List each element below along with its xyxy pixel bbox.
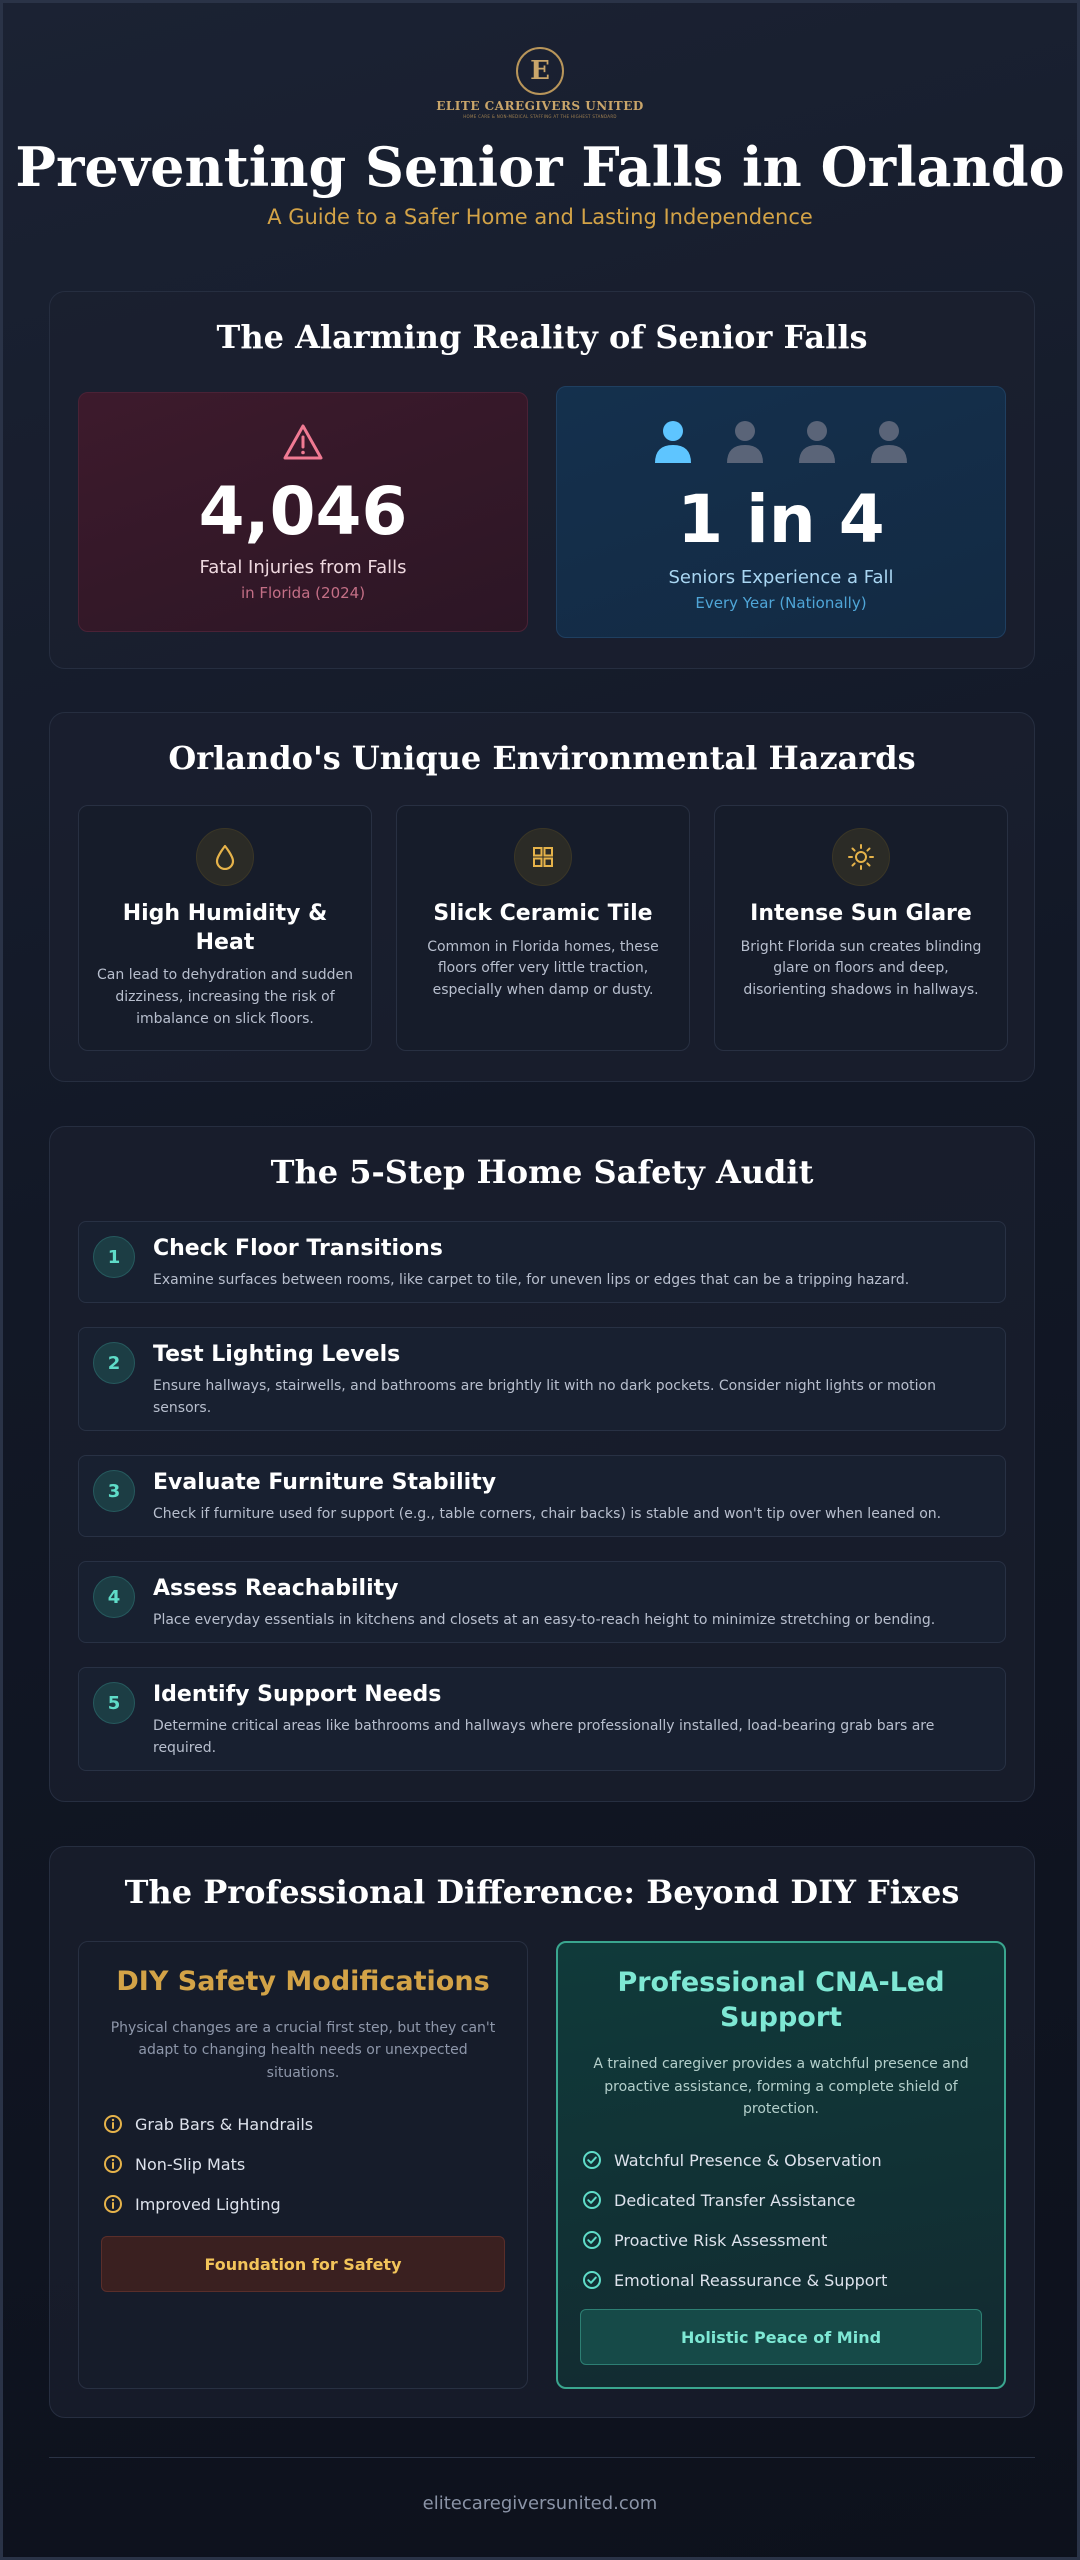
diy-item-label: Grab Bars & Handrails <box>135 2114 314 2134</box>
step-desc: Ensure hallways, stairwells, and bathrooms are brightly lit with no dark pockets. Consider night lights or motion sensors. <box>153 1378 936 1416</box>
check-circle-icon <box>582 2270 602 2290</box>
hazard-title: High Humidity & Heat <box>122 901 328 955</box>
stat-card-one-in-four <box>556 386 1006 638</box>
reality-section <box>49 291 1035 669</box>
sun-icon <box>847 843 875 871</box>
list-item <box>582 2140 980 2180</box>
list-item <box>582 2220 980 2260</box>
brand-logo <box>3 47 1077 119</box>
diy-title: DIY Safety Modifications <box>116 1966 490 1997</box>
audit-step <box>78 1667 1006 1771</box>
brand-monogram: E <box>516 47 564 95</box>
page-subtitle: A Guide to a Safer Home and Lasting Independence <box>267 205 813 229</box>
audit-step <box>78 1327 1006 1431</box>
stat-label-ratio: Seniors Experience a Fall <box>668 567 894 588</box>
hazards-title: Orlando's Unique Environmental Hazards <box>168 739 916 777</box>
pro-title: Professional CNA-Led Support <box>617 1967 945 2034</box>
step-desc: Place everyday essentials in kitchens and closets at an easy-to-reach height to minimize stretching or bending. <box>153 1612 936 1628</box>
reality-title: The Alarming Reality of Senior Falls <box>216 318 868 356</box>
step-title: Test Lighting Levels <box>153 1342 401 1367</box>
check-circle-icon <box>582 2230 602 2250</box>
stat-label-fatal: Fatal Injuries from Falls <box>199 557 407 578</box>
stat-sub-ratio: Every Year (Nationally) <box>695 594 867 612</box>
pro-item-label: Watchful Presence & Observation <box>614 2150 882 2170</box>
stat-value-ratio: 1 in 4 <box>677 481 885 558</box>
list-item <box>582 2180 980 2220</box>
audit-title: The 5-Step Home Safety Audit <box>270 1153 814 1191</box>
pro-item-label: Dedicated Transfer Assistance <box>614 2190 856 2210</box>
hazard-desc: Can lead to dehydration and sudden dizziness, increasing the risk of imbalance on slick floors. <box>97 967 353 1027</box>
step-desc: Examine surfaces between rooms, like carpet to tile, for uneven lips or edges that can be a tripping hazard. <box>153 1272 910 1288</box>
hazard-desc: Bright Florida sun creates blinding glare on floors and deep, disorienting shadows in hallways. <box>740 938 982 998</box>
step-number: 4 <box>93 1576 135 1618</box>
people-icons <box>557 419 1005 463</box>
tile-grid-icon <box>531 845 555 869</box>
holistic-peace-of-mind-badge: Holistic Peace of Mind <box>580 2309 982 2365</box>
check-circle-icon <box>582 2150 602 2170</box>
info-circle-icon <box>103 2194 123 2214</box>
diy-card <box>78 1941 528 2389</box>
audit-step <box>78 1561 1006 1643</box>
pro-card <box>556 1941 1006 2389</box>
step-title: Check Floor Transitions <box>153 1236 443 1261</box>
list-item <box>103 2104 503 2144</box>
person-icon <box>725 419 765 463</box>
hazard-title: Slick Ceramic Tile <box>433 901 653 926</box>
water-drop-icon <box>213 844 237 870</box>
step-title: Identify Support Needs <box>153 1682 442 1707</box>
hazard-icon-wrap <box>196 828 254 886</box>
diy-item-label: Non-Slip Mats <box>135 2154 246 2174</box>
hazard-card-humidity <box>78 805 372 1051</box>
hazard-card-tile <box>396 805 690 1051</box>
hazards-section <box>49 712 1035 1082</box>
step-number: 2 <box>93 1342 135 1384</box>
diy-list <box>79 2104 527 2224</box>
stat-value-fatal: 4,046 <box>198 473 408 550</box>
person-icon <box>869 419 909 463</box>
person-icon-highlighted <box>653 419 693 463</box>
compare-section <box>49 1846 1035 2418</box>
footer-url[interactable]: elitecaregiversunited.com <box>422 2493 658 2514</box>
footer-divider <box>49 2457 1035 2458</box>
diy-item-label: Improved Lighting <box>135 2194 281 2214</box>
warning-triangle-icon <box>282 423 324 461</box>
audit-step <box>78 1221 1006 1303</box>
step-desc: Determine critical areas like bathrooms and hallways where professionally installed, load-bearing grab bars are required. <box>153 1718 935 1756</box>
pro-item-label: Proactive Risk Assessment <box>614 2230 828 2250</box>
list-item <box>582 2260 980 2300</box>
step-title: Assess Reachability <box>153 1576 399 1601</box>
list-item <box>103 2184 503 2224</box>
pro-desc: A trained caregiver provides a watchful presence and proactive assistance, forming a complete shield of protection. <box>593 2056 969 2117</box>
hazard-icon-wrap <box>514 828 572 886</box>
foundation-for-safety-badge: Foundation for Safety <box>101 2236 505 2292</box>
step-title: Evaluate Furniture Stability <box>153 1470 497 1495</box>
step-number: 3 <box>93 1470 135 1512</box>
page-title: Preventing Senior Falls in Orlando <box>15 135 1065 199</box>
compare-title: The Professional Difference: Beyond DIY Fixes <box>124 1873 960 1911</box>
stat-sub-fatal: in Florida (2024) <box>240 584 366 602</box>
hazard-icon-wrap <box>832 828 890 886</box>
hazard-card-sun <box>714 805 1008 1051</box>
brand-name: ELITE CAREGIVERS UNITED <box>436 99 644 113</box>
hazard-desc: Common in Florida homes, these floors offer very little traction, especially when damp or dusty. <box>427 938 659 998</box>
info-circle-icon <box>103 2114 123 2134</box>
step-desc: Check if furniture used for support (e.g., table corners, chair backs) is stable and won't tip over when leaned on. <box>153 1506 942 1522</box>
brand-tagline: HOME CARE & NON-MEDICAL STAFFING AT THE HIGHEST STANDARD <box>463 114 617 119</box>
step-number: 5 <box>93 1682 135 1724</box>
person-icon <box>797 419 837 463</box>
list-item <box>103 2144 503 2184</box>
diy-desc: Physical changes are a crucial first step, but they can't adapt to changing health needs or unexpected situations. <box>110 2020 496 2081</box>
info-circle-icon <box>103 2154 123 2174</box>
audit-step <box>78 1455 1006 1537</box>
pro-item-label: Emotional Reassurance & Support <box>614 2270 888 2290</box>
stat-card-fatal-injuries <box>78 392 528 632</box>
hazard-title: Intense Sun Glare <box>750 901 972 926</box>
step-number: 1 <box>93 1236 135 1278</box>
check-circle-icon <box>582 2190 602 2210</box>
pro-list <box>558 2140 1004 2300</box>
audit-section <box>49 1126 1035 1802</box>
